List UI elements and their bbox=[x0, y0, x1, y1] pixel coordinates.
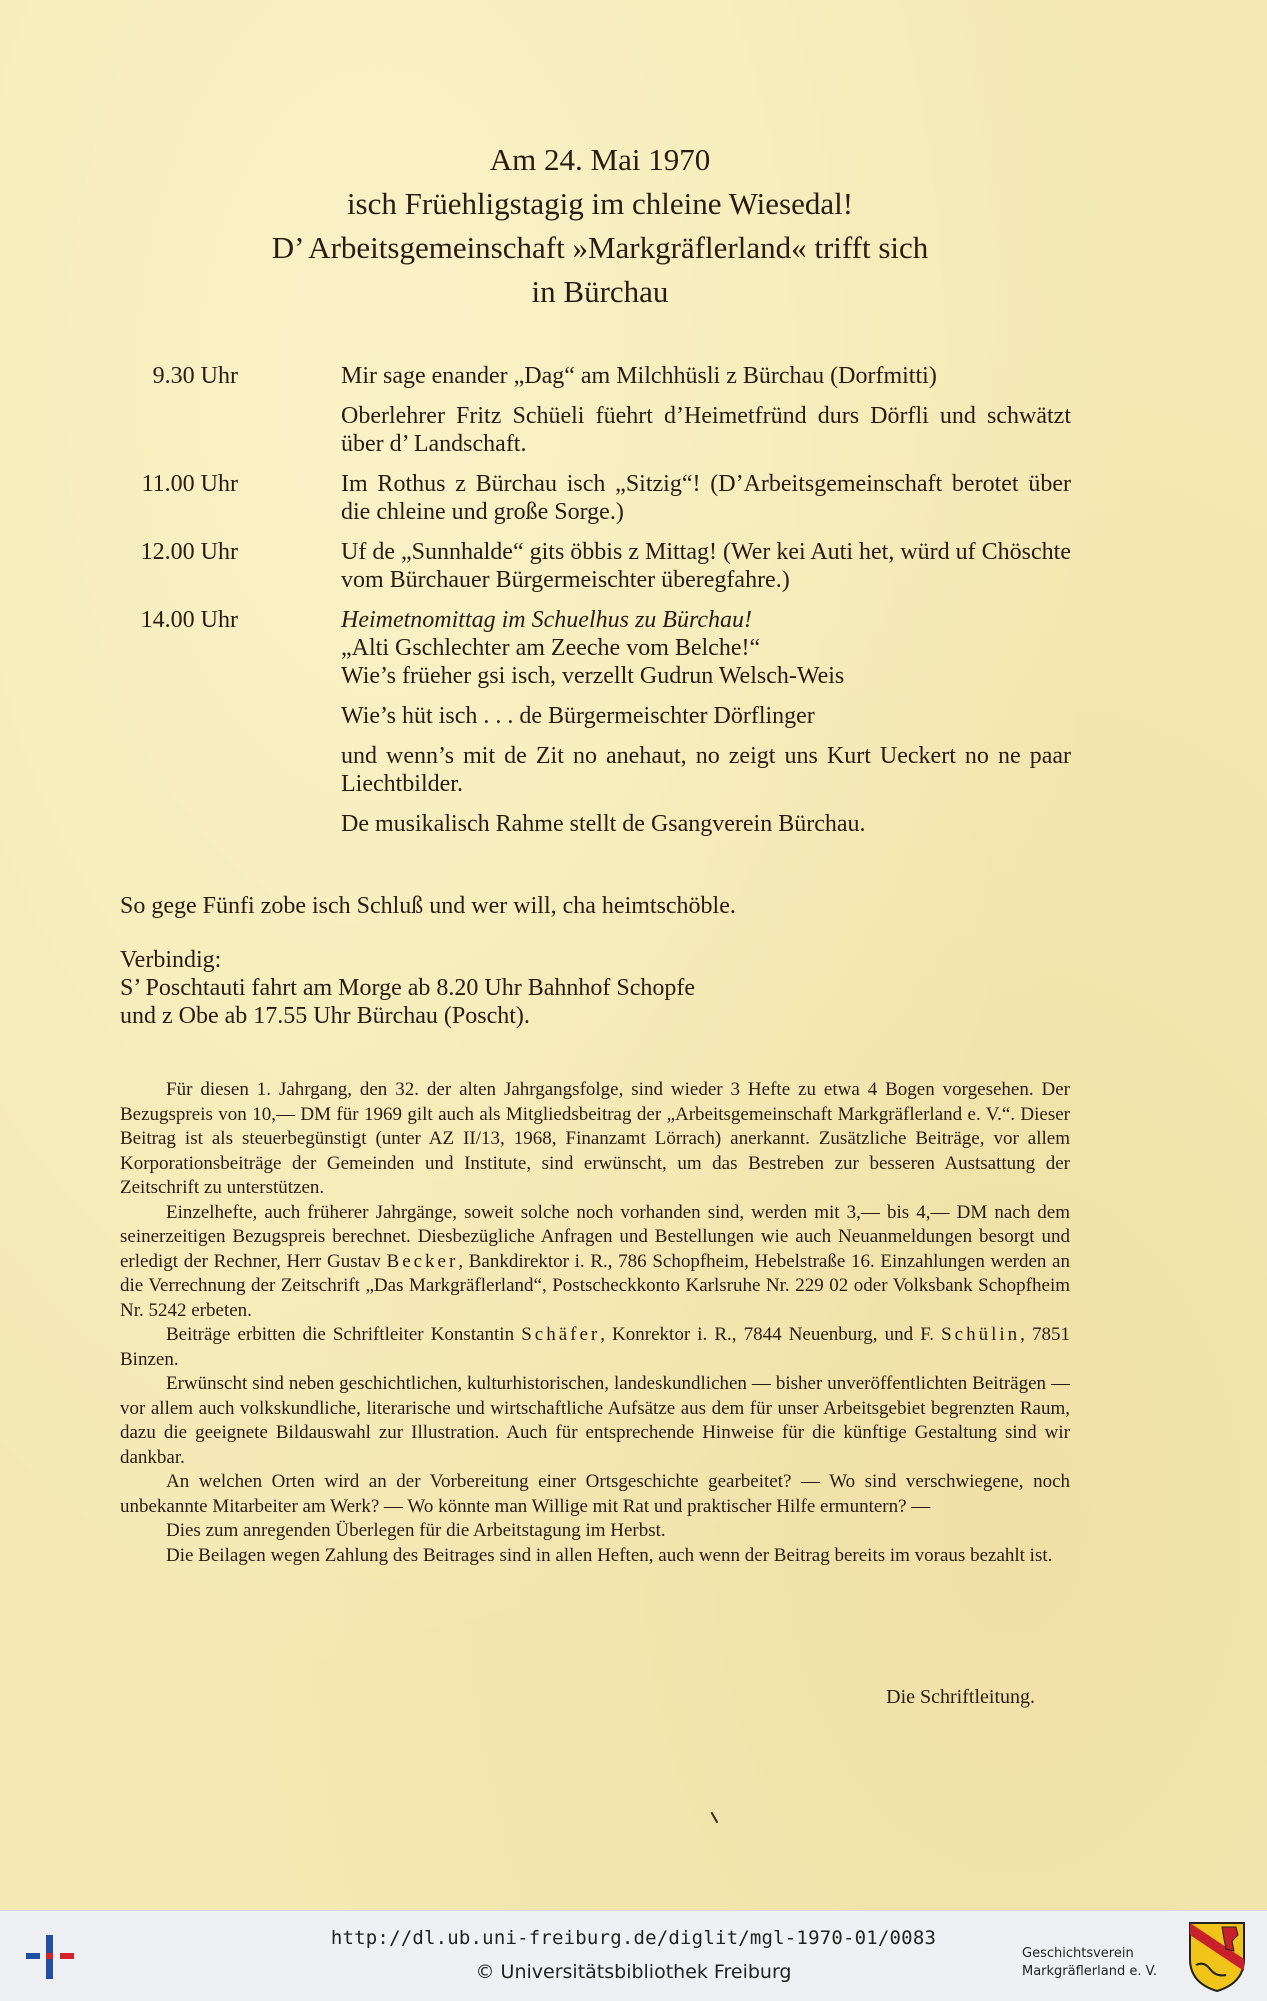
schedule-line: De musikalisch Rahme stellt de Gsangverein Bürchau. bbox=[341, 811, 866, 837]
schedule-line: Mir sage enander „Dag“ am Milchhüsli z Bürchau (Dorfmitti) bbox=[341, 363, 937, 389]
schedule-line: Wie’s hüt isch . . . de Bürgermeischter Dörflinger bbox=[341, 703, 815, 729]
schedule-entry bbox=[0, 470, 1267, 526]
notice-paragraph: Die Beilagen wegen Zahlung des Beitrages sind in allen Heften, auch wenn der Beitrag bereits im voraus bezahlt ist. bbox=[166, 1544, 1053, 1566]
connection-label: Verbindig: bbox=[120, 947, 222, 973]
schedule-time: 9.30 Uhr bbox=[152, 363, 238, 389]
schedule-time: 12.00 Uhr bbox=[140, 539, 238, 565]
schedule-line: Wie’s früeher gsi isch, verzellt Gudrun Welsch-Weis bbox=[341, 663, 845, 689]
copyright-text: © Universitätsbibliothek Freiburg bbox=[475, 1961, 792, 1983]
title-line-3: D’ Arbeitsgemeinschaft »Markgräflerland« trifft sich bbox=[271, 230, 929, 265]
notice-paragraph: Einzelhefte, auch früherer Jahrgänge, soweit solche noch vorhanden sind, werden mit 3,— bis 4,— DM nach dem seinerzeitigen Bezugspreis berechnet. Diesbezügliche Anfragen und Bestellungen wie auch Neuanmeldungen besorgt und erledigt der Rechner, Herr Gustav Becker, Bankdirektor i. R., 786 Schopfheim, Hebelstraße 16. Einzahlungen werden an die Verrechnung der Zeitschrift „Das Markgräflerland“, Postscheckkonto Karlsruhe Nr. 229 02 oder Volksbank Schopfheim Nr. 5242 erbeten. bbox=[120, 1201, 1070, 1321]
notice-paragraph: Dies zum anregenden Überlegen für die Arbeitstagung im Herbst. bbox=[166, 1520, 666, 1541]
name-schuelin: Schülin bbox=[941, 1324, 1021, 1345]
schedule-heading-italic: Heimetnomittag im Schuelhus zu Bürchau! bbox=[341, 607, 753, 633]
viewer-footer bbox=[0, 1910, 1267, 2001]
page-title bbox=[0, 138, 1200, 314]
stray-mark bbox=[711, 1809, 724, 1823]
title-line-1: Am 24. Mai 1970 bbox=[489, 142, 711, 177]
schedule-line: Uf de „Sunnhalde“ gits öbbis z Mittag! (Wer kei Auti het, würd uf Chöschte vom Bürchauer Bürgermeischter überegfahre.) bbox=[341, 539, 1071, 593]
title-line-2: isch Früehligstagig im chleine Wiesedal! bbox=[346, 186, 854, 221]
coat-of-arms-icon[interactable] bbox=[1188, 1921, 1246, 1993]
schedule-time: 11.00 Uhr bbox=[141, 471, 238, 497]
notice-paragraph: Erwünscht sind neben geschichtlichen, kulturhistorischen, landeskundlichen — bisher unveröffentlichten Beiträgen — vor allem auch volkskundliche, literarische und wirtschaftliche Aufsätze aus dem für unser Arbeitsgebiet begrenzten Raum, dazu die geeignete Bildauswahl zur Illustration. Auch für entsprechende Hinweise für die künftige Gestaltung sind wir dankbar. bbox=[120, 1373, 1070, 1468]
notice-paragraph: Beiträge erbitten die Schriftleiter Konstantin Schäfer, Konrektor i. R., 7844 Neuenburg, und F. Schülin, 7851 Binzen. bbox=[120, 1324, 1071, 1370]
title-line-4: in Bürchau bbox=[531, 274, 669, 309]
connection-line-1: S’ Poschtauti fahrt am Morge ab 8.20 Uhr Bahnhof Schopfe bbox=[120, 975, 696, 1001]
closing-line: So gege Fünfi zobe isch Schluß und wer will, cha heimtschöble. bbox=[120, 893, 736, 919]
schedule-entry bbox=[0, 538, 1267, 594]
notice-paragraph: Für diesen 1. Jahrgang, den 32. der alten Jahrgangsfolge, sind wieder 3 Hefte zu etwa 4 Bogen vorgesehen. Der Bezugspreis von 10,— DM für 1969 gilt auch als Mitgliedsbeitrag der „Arbeitsgemeinschaft Markgräflerland e. V.“. Dieser Beitrag ist als steuerbegünstigt (unter AZ II/13, 1968, Finanzamt Lörrach) anerkannt. Zusätzliche Beiträge, vor allem Korporationsbeiträge der Gemeinden und Institute, sind erwünscht, um das Bestreben zur besseren Austsattung der Zeitschrift zu unterstützen. bbox=[120, 1079, 1070, 1198]
schedule-line: „Alti Gschlechter am Zeeche vom Belche!“ bbox=[341, 635, 761, 661]
connection-line-2: und z Obe ab 17.55 Uhr Bürchau (Poscht). bbox=[120, 1003, 530, 1029]
schedule bbox=[0, 362, 1267, 850]
editorial-notice bbox=[120, 1078, 1070, 1568]
signature: Die Schriftleitung. bbox=[886, 1686, 1035, 1708]
name-schaefer: Schäfer bbox=[521, 1324, 601, 1345]
schedule-time: 14.00 Uhr bbox=[140, 607, 238, 633]
name-becker: Becker bbox=[386, 1250, 459, 1272]
society-name: Geschichtsverein Markgräflerland e. V. bbox=[1022, 1946, 1157, 1979]
connection-block bbox=[120, 946, 1080, 1030]
schedule-line: Im Rothus z Bürchau isch „Sitzig“! (D’Arbeitsgemeinschaft berotet über die chleine und große Sorge.) bbox=[341, 471, 1071, 525]
schedule-line: Oberlehrer Fritz Schüeli füehrt d’Heimetfründ durs Dörfli und schwätzt über d’ Landschaft. bbox=[341, 403, 1071, 457]
schedule-line: und wenn’s mit de Zit no anehaut, no zeigt uns Kurt Ueckert no ne paar Liechtbilder. bbox=[341, 743, 1071, 797]
notice-paragraph: An welchen Orten wird an der Vorbereitung einer Ortsgeschichte gearbeitet? — Wo sind verschwiegene, noch unbekannte Mitarbeiter am Werk? — Wo könnte man Willige mit Rat und praktischer Hilfe ermuntern? — bbox=[120, 1471, 1070, 1517]
schedule-entry bbox=[0, 362, 1267, 458]
schedule-entry bbox=[0, 606, 1267, 838]
permalink-url[interactable]: http://dl.ub.uni-freiburg.de/diglit/mgl-1970-01/0083 bbox=[330, 1927, 937, 1949]
